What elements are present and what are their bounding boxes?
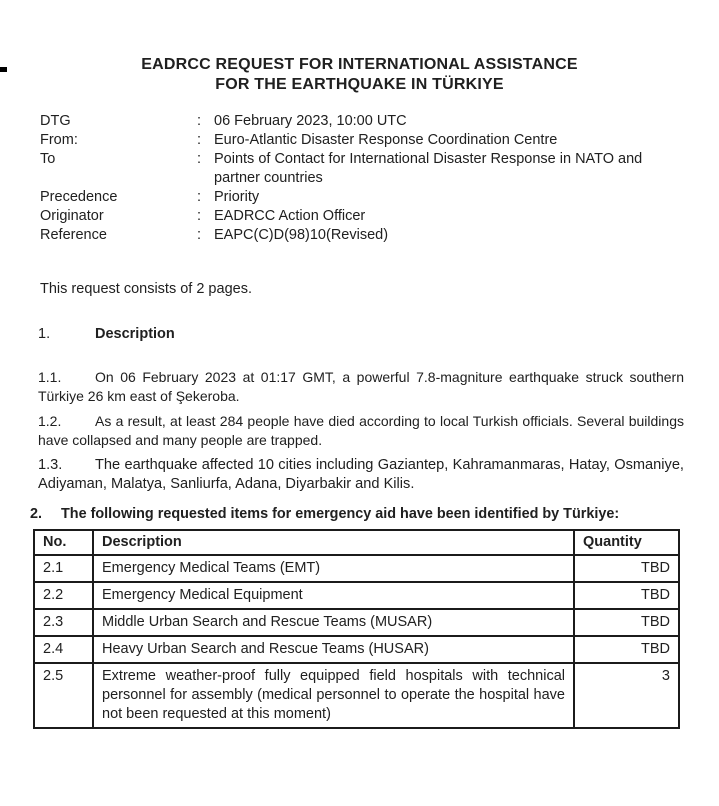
paragraph-number: 1.3.: [38, 457, 63, 473]
paragraph-1-2: [38, 412, 684, 450]
metadata-value: Priority: [214, 189, 260, 205]
metadata-label: Precedence: [40, 189, 118, 205]
metadata-colon: :: [197, 151, 202, 167]
table-row: [34, 663, 679, 728]
cell-quantity: TBD: [574, 609, 679, 636]
metadata-label: DTG: [40, 113, 71, 129]
table-header-row: [34, 530, 679, 555]
metadata-colon: :: [197, 189, 202, 205]
section-2-number: 2.: [30, 506, 43, 522]
cell-description: Heavy Urban Search and Rescue Teams (HUSAR): [93, 636, 574, 663]
cell-no: 2.4: [34, 636, 93, 663]
metadata-row-originator: [40, 207, 719, 226]
cell-quantity: TBD: [574, 555, 679, 582]
metadata-value: Euro-Atlantic Disaster Response Coordination Centre: [214, 132, 558, 148]
paragraph-1-1: [38, 368, 684, 406]
section-1-title: Description: [95, 326, 175, 342]
paragraph-number: 1.1.: [38, 369, 62, 385]
metadata-row-precedence: [40, 188, 719, 207]
title-line-1: EADRCC REQUEST FOR INTERNATIONAL ASSISTANCE: [141, 56, 578, 73]
document-title: [0, 55, 719, 94]
paragraph-text: As a result, at least 284 people have died according to local Turkish officials. Several buildings have collapsed and many people are trapped.: [38, 413, 684, 448]
table-row: [34, 609, 679, 636]
table-row: [34, 555, 679, 582]
cell-description: Emergency Medical Teams (EMT): [93, 555, 574, 582]
paragraph-1-3: [38, 456, 684, 494]
metadata-colon: :: [197, 208, 202, 224]
requested-items-table: [33, 529, 680, 729]
table-row: [34, 582, 679, 609]
section-1-heading: [38, 325, 719, 344]
section-2-title: The following requested items for emergency aid have been identified by Türkiye:: [61, 506, 620, 522]
metadata-row-dtg: [40, 112, 719, 131]
cell-quantity: 3: [574, 663, 679, 728]
cell-description: Extreme weather-proof fully equipped field hospitals with technical personnel for assembly (medical personnel to operate the hospital have not been requested at this moment): [93, 663, 574, 728]
metadata-colon: :: [197, 227, 202, 243]
cell-quantity: TBD: [574, 636, 679, 663]
cell-no: 2.1: [34, 555, 93, 582]
metadata-value: 06 February 2023, 10:00 UTC: [214, 113, 407, 129]
document-page: [0, 55, 719, 806]
metadata-label: Originator: [40, 208, 104, 224]
metadata-row-to: [40, 150, 719, 188]
cell-quantity: TBD: [574, 582, 679, 609]
metadata-value: EAPC(C)D(98)10(Revised): [214, 227, 389, 243]
cell-no: 2.3: [34, 609, 93, 636]
column-header-no: No.: [34, 530, 93, 555]
column-header-description: Description: [93, 530, 574, 555]
paragraph-text: On 06 February 2023 at 01:17 GMT, a powerful 7.8-magniture earthquake struck southern Türkiye 26 km east of Şekeroba.: [38, 369, 684, 404]
metadata-value: EADRCC Action Officer: [214, 208, 366, 224]
paragraph-text: The earthquake affected 10 cities including Gaziantep, Kahramanmaras, Hatay, Osmaniye, Adiyaman, Malatya, Sanliurfa, Adana, Diyarbakir and Kilis.: [38, 457, 684, 492]
metadata-label: From:: [40, 132, 78, 148]
cell-description: Emergency Medical Equipment: [93, 582, 574, 609]
metadata-colon: :: [197, 113, 202, 129]
metadata-block: [40, 112, 719, 245]
metadata-label: To: [40, 151, 56, 167]
metadata-value: Points of Contact for International Disaster Response in NATO and partner countries: [214, 151, 643, 186]
scan-artifact-mark: [0, 67, 7, 72]
paragraph-number: 1.2.: [38, 413, 62, 429]
title-line-2: FOR THE EARTHQUAKE IN TÜRKIYE: [215, 75, 504, 93]
metadata-label: Reference: [40, 227, 107, 243]
column-header-quantity: Quantity: [574, 530, 679, 555]
section-1-number: 1.: [38, 326, 51, 342]
section-2-heading: [30, 505, 719, 524]
table-row: [34, 636, 679, 663]
metadata-colon: :: [197, 132, 202, 148]
metadata-row-reference: [40, 226, 719, 245]
cell-description: Middle Urban Search and Rescue Teams (MUSAR): [93, 609, 574, 636]
metadata-row-from: [40, 131, 719, 150]
cell-no: 2.2: [34, 582, 93, 609]
cell-no: 2.5: [34, 663, 93, 728]
pages-note: This request consists of 2 pages.: [40, 281, 252, 297]
